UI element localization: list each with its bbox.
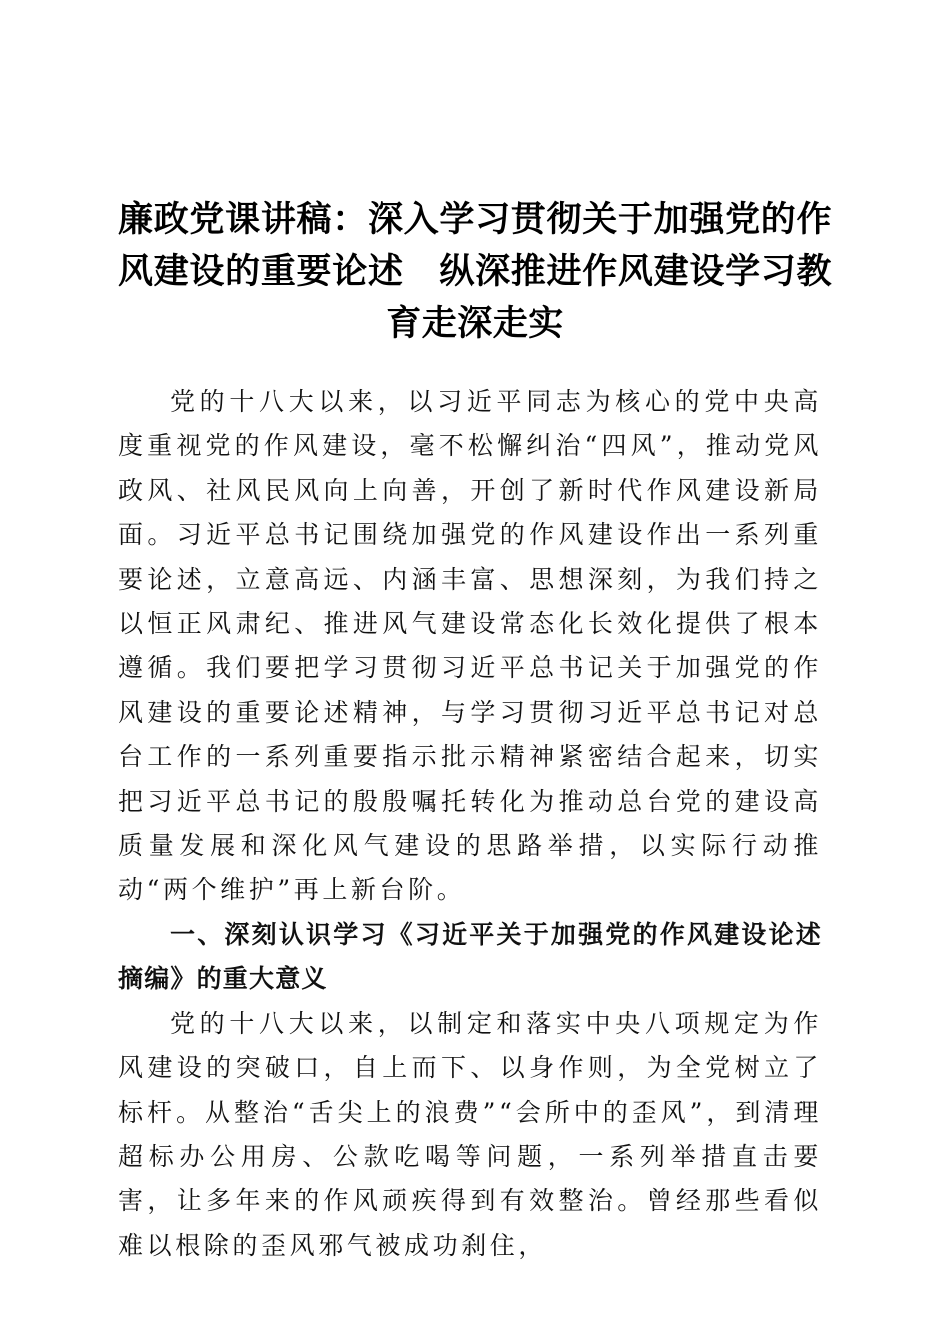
title-line-1: 廉政党课讲稿：深入学习贯彻关于加强党的作: [118, 199, 832, 240]
title-line-2: 风建设的重要论述 纵深推进作风建设学习教: [118, 251, 832, 292]
title-line-3: 育走深走实: [386, 303, 564, 344]
section-heading: 一、深刻认识学习《习近平关于加强党的作风建设论述摘编》的重大意义: [118, 919, 822, 994]
document-body: [118, 380, 822, 1268]
section-paragraph: 党的十八大以来，以制定和落实中央八项规定为作风建设的突破口，自上而下、以身作则，为全党树立了标杆。从整治“舌尖上的浪费”“会所中的歪风”，到清理超标办公用房、公款吃喝等问题，一系列举措直击要害，让多年来的作风顽疾得到有效整治。曾经那些看似难以根除的歪风邪气被成功刹住，: [118, 1008, 822, 1260]
document-title: [118, 194, 832, 350]
intro-paragraph: 党的十八大以来，以习近平同志为核心的党中央高度重视党的作风建设，毫不松懈纠治“四风”，推动党风政风、社风民风向上向善，开创了新时代作风建设新局面。习近平总书记围绕加强党的作风建设作出一系列重要论述，立意高远、内涵丰富、思想深刻，为我们持之以恒正风肃纪、推进风气建设常态化长效化提供了根本遵循。我们要把学习贯彻习近平总书记关于加强党的作风建设的重要论述精神，与学习贯彻习近平总书记对总台工作的一系列重要指示批示精神紧密结合起来，切实把习近平总书记的殷殷嘱托转化为推动总台党的建设高质量发展和深化风气建设的思路举措，以实际行动推动“两个维护”再上新台阶。: [118, 387, 822, 905]
